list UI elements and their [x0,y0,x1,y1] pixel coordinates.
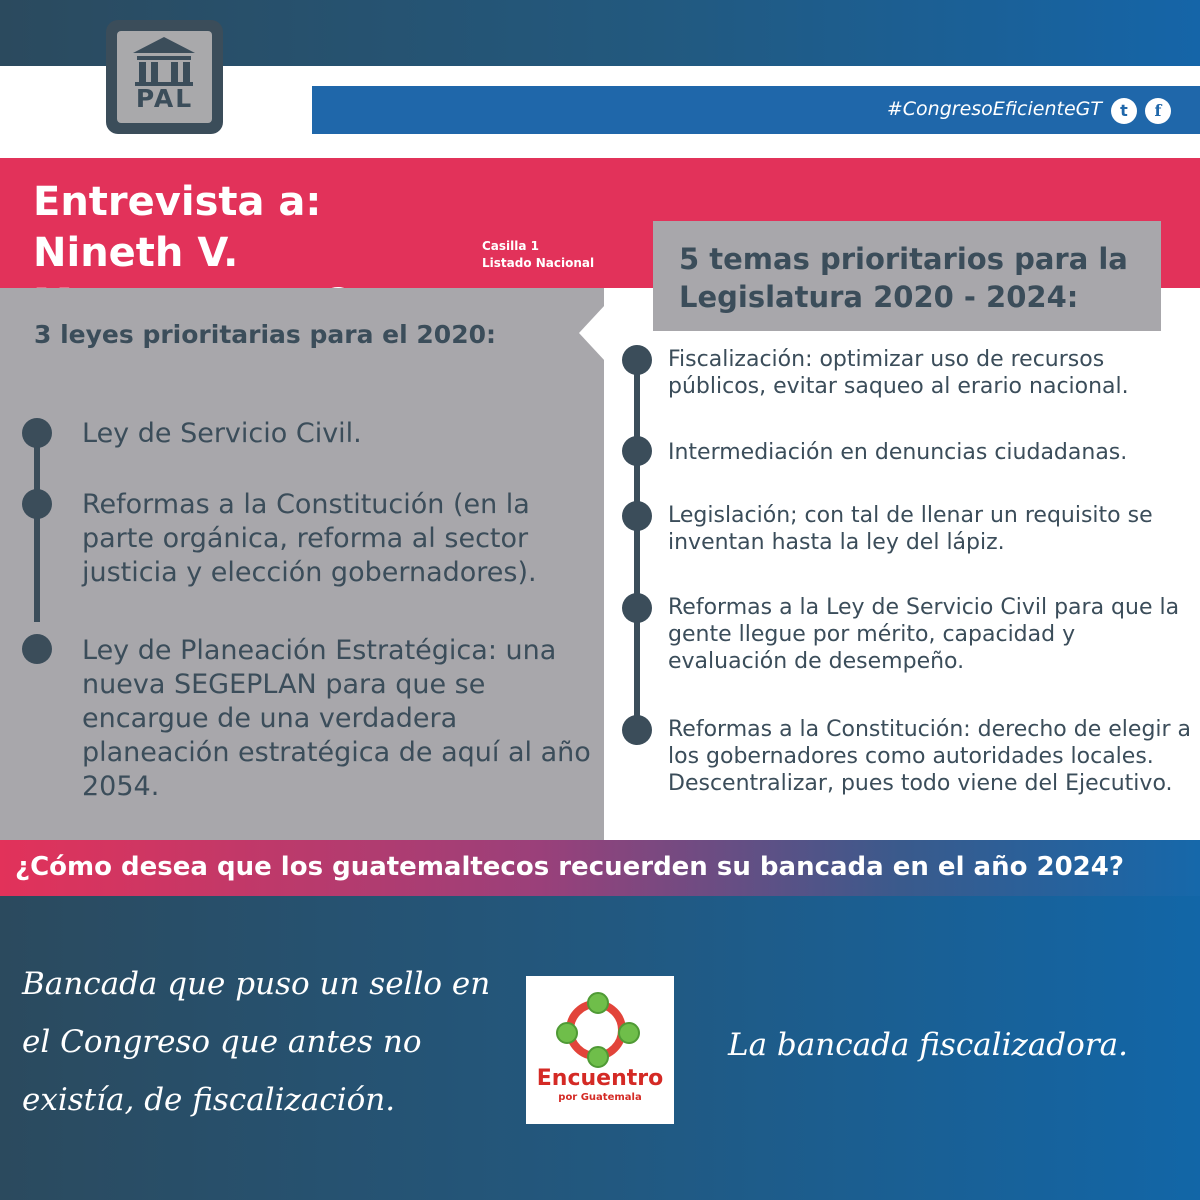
bullet-icon [22,489,52,519]
party-subtitle: por Guatemala [558,1092,642,1103]
facebook-icon[interactable]: f [1145,98,1171,124]
right-item: Reformas a la Constitución: derecho de elegir a los gobernadores como autoridades locales. Descentralizar, pues todo viene del Ejecutivo. [668,717,1192,796]
party-dot-icon [587,992,609,1014]
answer-left: Bancada que puso un sello en el Congreso que antes no existía, de fiscalización. [22,966,491,1118]
panel-notch [579,305,605,361]
right-heading: 5 temas prioritarios para la Legislatura 2020 - 2024: [679,242,1128,314]
twitter-icon[interactable]: t [1111,98,1137,124]
listado-label: Listado Nacional [482,256,595,270]
left-item: Ley de Servicio Civil. [82,418,362,449]
party-dot-icon [556,1022,578,1044]
left-heading: 3 leyes prioritarias para el 2020: [34,320,496,349]
right-item: Legislación; con tal de llenar un requisito se inventan hasta la ley del lápiz. [668,503,1153,555]
timeline-line [34,428,40,622]
timeline-line [634,360,640,722]
right-item: Intermediación en denuncias ciudadanas. [668,440,1128,465]
bullet-icon [622,593,652,623]
answer-right: La bancada fiscalizadora. [728,1027,1128,1063]
question-text: ¿Cómo desea que los guatemaltecos recuerden su bancada en el año 2024? [15,852,1124,882]
right-item: Reformas a la Ley de Servicio Civil para que la gente llegue por mérito, capacidad y evaluación de desempeño. [668,595,1180,674]
bullet-icon [22,634,52,664]
bullet-icon [622,715,652,745]
bullet-icon [22,418,52,448]
party-dot-icon [587,1046,609,1068]
logo-text: PAL [135,84,194,113]
casilla-label: Casilla 1 [482,239,540,253]
bullet-icon [622,501,652,531]
page-title: Entrevista a: Nineth V. [33,179,322,276]
candidate-position [482,238,594,272]
right-item: Fiscalización: optimizar uso de recursos públicos, evitar saqueo al erario nacional. [668,347,1129,399]
hashtag-text[interactable]: #CongresoEficienteGT [886,98,1102,120]
left-item: Ley de Planeación Estratégica: una nueva SEGEPLAN para que se encargue de una verdadera planeación estratégica de aquí al año 2054. [82,635,591,802]
left-item: Reformas a la Constitución (en la parte orgánica, reforma al sector justicia y elección gobernadores). [82,489,537,588]
bullet-icon [622,345,652,375]
party-name: Encuentro [536,1066,664,1091]
party-dot-icon [618,1022,640,1044]
bullet-icon [622,436,652,466]
congress-building-icon [117,31,212,87]
